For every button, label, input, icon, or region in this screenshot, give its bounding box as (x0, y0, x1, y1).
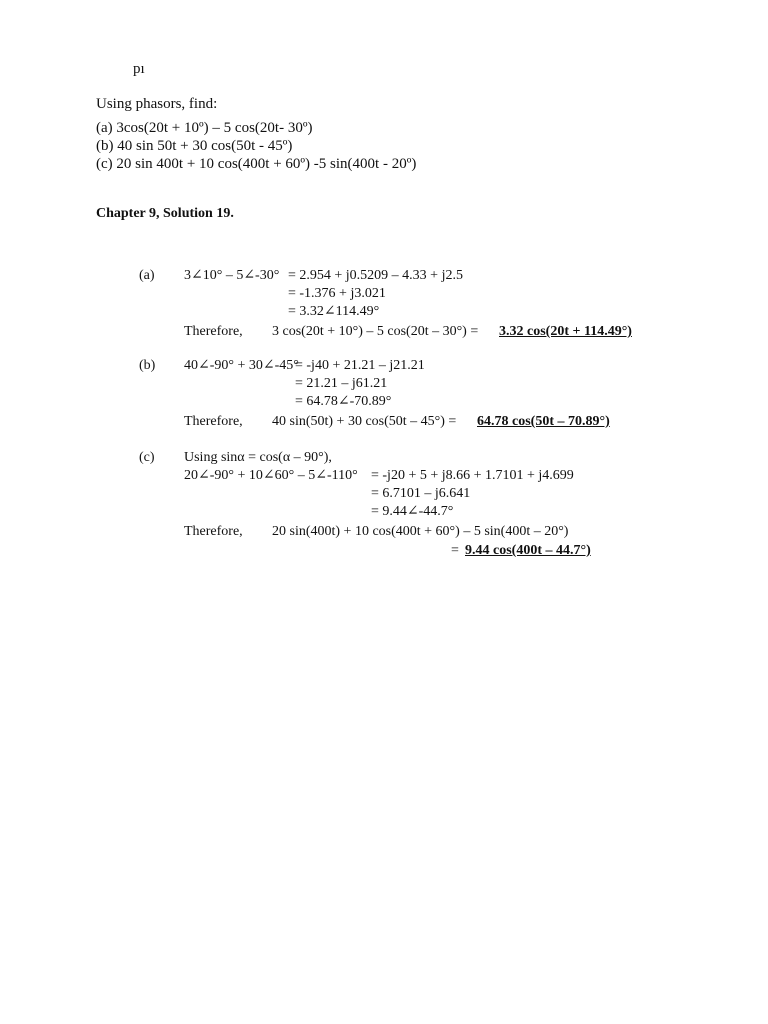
part-a-answer: 3.32 cos(20t + 114.49°) (499, 324, 632, 339)
part-a-step-2: = -1.376 + j3.021 (288, 286, 386, 301)
part-b-lhs: 40∠-90° + 30∠-45° (184, 358, 299, 373)
part-c-lhs: 20∠-90° + 10∠60° – 5∠-110° (184, 468, 358, 483)
part-b-label: (b) (139, 358, 156, 373)
page-marker: pı (133, 61, 145, 77)
part-c-label: (c) (139, 450, 155, 465)
problem-part-a: (a) 3cos(20t + 10º) – 5 cos(20t- 30º) (96, 120, 313, 136)
part-c-therefore-label: Therefore, (184, 524, 243, 539)
problem-part-c: (c) 20 sin 400t + 10 cos(400t + 60º) -5 sin(400t - 20º) (96, 156, 417, 172)
part-b-answer: 64.78 cos(50t – 70.89°) (477, 414, 610, 429)
part-a-label: (a) (139, 268, 155, 283)
part-c-answer: 9.44 cos(400t – 44.7°) (465, 543, 591, 558)
part-b-therefore-expr: 40 sin(50t) + 30 cos(50t – 45°) = (272, 414, 457, 429)
part-b-step-2: = 21.21 – j61.21 (295, 376, 388, 391)
part-c-step-2: = 6.7101 – j6.641 (371, 486, 471, 501)
problem-intro: Using phasors, find: (96, 96, 218, 112)
part-b-step-3: = 64.78∠-70.89° (295, 394, 392, 409)
part-a-step-1: = 2.954 + j0.5209 – 4.33 + j2.5 (288, 268, 463, 283)
part-b-therefore-label: Therefore, (184, 414, 243, 429)
part-c-step-3: = 9.44∠-44.7° (371, 504, 454, 519)
problem-part-b: (b) 40 sin 50t + 30 cos(50t - 45º) (96, 138, 293, 154)
part-c-answer-equals: = (451, 543, 459, 558)
part-b-step-1: = -j40 + 21.21 – j21.21 (295, 358, 425, 373)
part-c-identity: Using sinα = cos(α – 90°), (184, 450, 332, 465)
part-a-lhs: 3∠10° – 5∠-30° (184, 268, 280, 283)
part-a-therefore-label: Therefore, (184, 324, 243, 339)
part-c-step-1: = -j20 + 5 + j8.66 + 1.7101 + j4.699 (371, 468, 574, 483)
part-c-therefore-expr: 20 sin(400t) + 10 cos(400t + 60°) – 5 sin(400t – 20°) (272, 524, 569, 539)
part-a-therefore-expr: 3 cos(20t + 10°) – 5 cos(20t – 30°) = (272, 324, 479, 339)
solution-heading: Chapter 9, Solution 19. (96, 206, 234, 221)
part-a-step-3: = 3.32∠114.49° (288, 304, 380, 319)
